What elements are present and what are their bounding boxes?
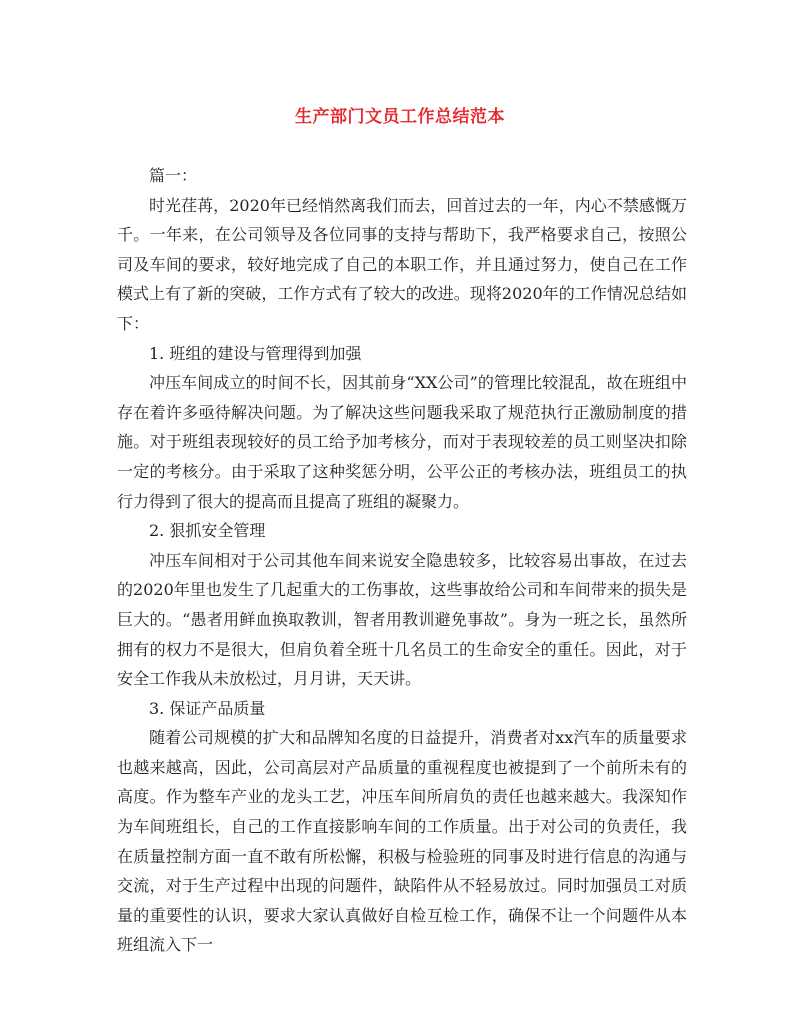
section-2-paragraph: 冲压车间相对于公司其他车间来说安全隐患较多，比较容易出事故，在过去的2020年里也发生了几起重大的工伤事故，这些事故给公司和车间带来的损失是巨大的。“愚者用鲜血换取教训，智者用教训避免事故”。身为一班之长，虽然所拥有的权力不是很大，但肩负着全班十几名员工的生命安全的重任。因此，对于安全工作我从未放松过，月月讲，天天讲。 <box>117 550 687 689</box>
document-title: 生产部门文员工作总结范本 <box>295 107 505 127</box>
document-body <box>117 161 687 960</box>
intro-paragraph: 时光荏苒，2020年已经悄然离我们而去，回首过去的一年，内心不禁感慨万千。一年来，在公司领导及各位同事的支持与帮助下，我严格要求自己，按照公司及车间的要求，较好地完成了自己的本职工作，并且通过努力，使自己在工作模式上有了新的突破，工作方式有了较大的改进。现将2020年的工作情况总结如下： <box>117 195 687 333</box>
section-heading-1: 1. 班组的建设与管理得到加强 <box>149 343 362 363</box>
section-heading-2: 2. 狠抓安全管理 <box>149 521 266 541</box>
section-1-paragraph: 冲压车间成立的时间不长，因其前身“XX公司”的管理比较混乱，故在班组中存在着许多亟待解决问题。为了解决这些问题我采取了规范执行正激励制度的措施。对于班组表现较好的员工给予加考核分，而对于表现较差的员工则坚决扣除一定的考核分。由于采取了这种奖惩分明，公平公正的考核办法，班组员工的执行力得到了很大的提高而且提高了班组的凝聚力。 <box>117 373 687 511</box>
section-heading-3: 3. 保证产品质量 <box>149 698 266 718</box>
section-label: 篇一： <box>149 166 198 185</box>
section-3-paragraph: 随着公司规模的扩大和品牌知名度的日益提升，消费者对xx汽车的质量要求也越来越高，因此，公司高层对产品质量的重视程度也被提到了一个前所未有的高度。作为整车产业的龙头工艺，冲压车间所肩负的责任也越来越大。我深知作为车间班组长，自己的工作直接影响车间的工作质量。出于对公司的负责任，我在质量控制方面一直不敢有所松懈，积极与检验班的同事及时进行信息的沟通与交流，对于生产过程中出现的问题件，缺陷件从不轻易放过。同时加强员工对质量的重要性的认识，要求大家认真做好自检互检工作，确保不让一个问题件从本班组流入下一 <box>117 728 687 955</box>
